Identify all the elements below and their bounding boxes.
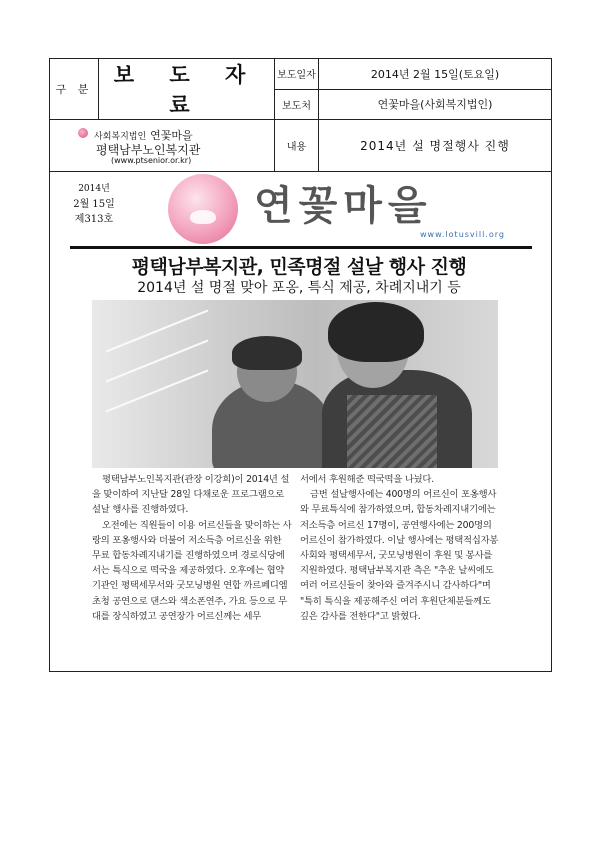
article-paragraph: 서에서 후원해준 떡국떡을 나눴다. [300,474,434,485]
press-release-header [49,58,552,172]
issue-date-block [64,182,124,227]
article-paragraph: 오전에는 직원들이 이용 어르신들을 맞이하는 사랑의 포옹행사와 더불어 저소득층 어르신을 위한 무료 합동차례지내기를 진행하였으며 경로식당에서는 특식으로 떡국을 제공하였다. 오후에는 협약기관인 평택세무서와 굿모닝병원 연합 까르페디엠 초청 공연으로 댄스와 색소폰연주, 가요 등으로 무대를 장식하였고 공연장가 어르신께는 세무 [92,519,292,622]
issue-date: 2월 15일 [73,199,115,210]
content-label: 내용 [275,120,319,172]
article-column-1 [92,472,292,624]
document-title: 보 도 자 료 [99,59,275,120]
article-paragraph: 평택남부노인복지관(관장 이강희)이 2014년 설을 맞이하여 지난달 28일 다채로운 프로그램으로 설날 행사를 진행하였다. [92,474,290,516]
content-value: 2014년 설 명절행사 진행 [319,120,552,172]
lotus-icon [78,128,88,138]
article-paragraph: 금번 설날행사에는 400명의 어르신이 포옹행사와 무료특식에 참가하였으며, 합동차례지내기에는 저소득층 어르신 17명이, 공연행사에는 200명의 어르신이 참가하였다. 이날 행사에는 평택적십자봉사회와 평택세무서, 굿모닝병원이 후원 및 봉사를 지원하였다. 평택남부복지관 측은 "추운 날씨에도 여러 어르신들이 찾아와 즐겨주시니 감사하다"며 "특히 특식을 제공해주신 여러 후원단체분들께도 깊은 감사를 전한다"고 밝혔다. [300,489,499,622]
article-column-2 [300,472,500,624]
source-value: 연꽃마을(사회복지법인) [319,89,552,120]
masthead-rule [70,246,532,249]
source-label: 보도처 [275,89,319,120]
issue-number: 제313호 [74,214,114,225]
org-url: (www.ptsenior.or.kr) [111,156,192,165]
org-name: 평택남부노인복지관 [96,143,201,157]
article-subhead: 2014년 설 명절 맞아 포옹, 특식 제공, 차례지내기 등 [137,280,461,296]
newspaper-logo-text: 연꽃마을 [254,183,433,229]
date-label: 보도일자 [275,59,319,90]
org-parent-name: 연꽃마을 [150,129,193,142]
date-value: 2014년 2월 15일(토요일) [319,59,552,90]
org-category: 사회복지법인 연꽃마을 [94,129,193,142]
lotus-logo-icon [168,174,238,244]
gubun-label: 구 분 [50,59,99,120]
newspaper-clipping [64,168,534,668]
article-headline: 평택남부복지관, 민족명절 설날 행사 진행 [131,256,467,278]
issue-year: 2014년 [78,184,110,194]
newspaper-url: www.lotusvill.org [420,230,505,239]
article-photo [92,300,498,468]
organization-cell [50,120,275,172]
